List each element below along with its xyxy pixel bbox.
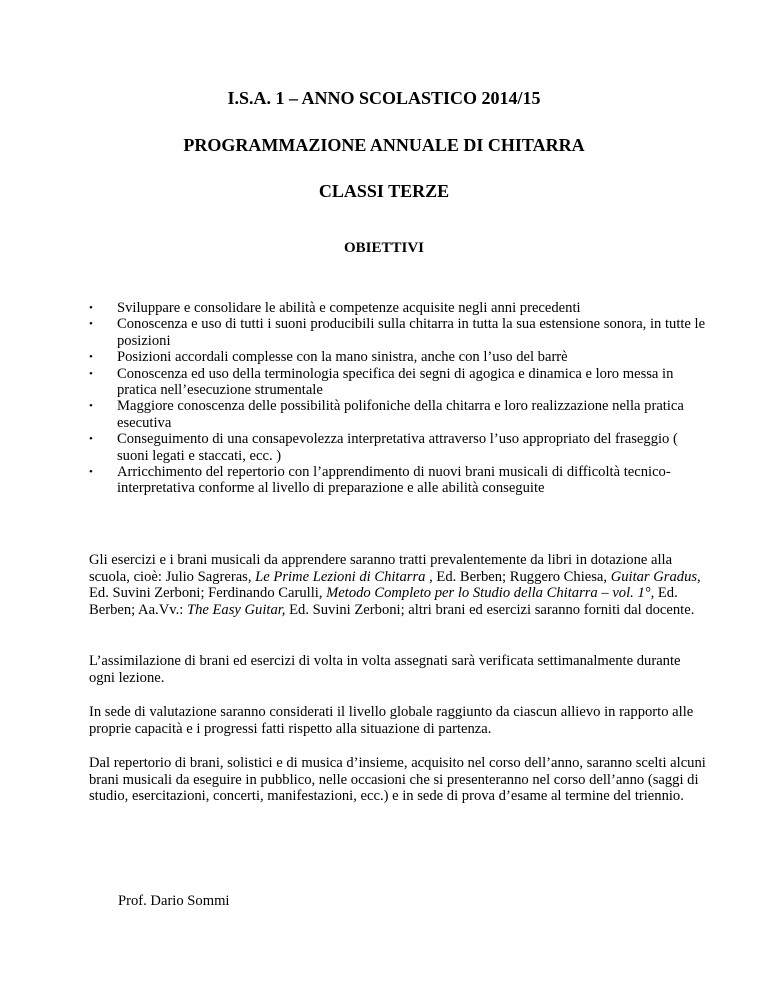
document-title-school-year: I.S.A. 1 – ANNO SCOLASTICO 2014/15	[227, 88, 541, 108]
document-title-program: PROGRAMMAZIONE ANNUALE DI CHITARRA	[183, 135, 585, 155]
objective-item	[89, 431, 709, 464]
objective-item	[89, 398, 709, 431]
section-title-objectives: OBIETTIVI	[343, 240, 425, 256]
paragraph-repertoire: Dal repertorio di brani, solistici e di musica d’insieme, acquisito nel corso dell’anno, saranno scelti alcuni brani musicali da eseguire in pubblico, nelle occasioni che si presenteranno nel corso dell’anno (saggi di studio, esercitazioni, concerti, manifestazioni, ecc.) e in sede di prova d’esame al termine del triennio.	[89, 755, 706, 805]
objective-text: Sviluppare e consolidare le abilità e competenze acquisite negli anni precedenti	[117, 300, 581, 316]
objective-item	[89, 300, 709, 316]
bullet-icon: •	[89, 367, 93, 380]
bullet-icon: •	[89, 433, 93, 446]
paragraph-textbooks	[89, 552, 709, 618]
objective-item	[89, 464, 709, 497]
objective-text: Conoscenza e uso di tutti i suoni producibili sulla chitarra in tutta la sua estensione sonora, in tutte le posizioni	[117, 316, 706, 349]
objective-text: Maggiore conoscenza delle possibilità polifoniche della chitarra e loro realizzazione nella pratica esecutiva	[117, 398, 684, 431]
objective-item	[89, 349, 709, 365]
paragraph-assessment-weekly: L’assimilazione di brani ed esercizi di volta in volta assegnati sarà verificata settimanalmente durante ogni lezione.	[89, 653, 681, 686]
objective-text: Conoscenza ed uso della terminologia specifica dei segni di agogica e dinamica e loro messa in pratica nell’esecuzione strumentale	[117, 365, 674, 399]
objective-text: Arricchimento del repertorio con l’apprendimento di nuovi brani musicali di difficoltà tecnico-interpretativa conforme al livello di preparazione e alle abilità conseguite	[117, 464, 671, 497]
bullet-icon: •	[89, 466, 93, 479]
objective-text: Conseguimento di una consapevolezza interpretativa attraverso l’uso appropriato del fraseggio ( suoni legati e staccati, ecc. )	[117, 431, 678, 464]
objective-text: Posizioni accordali complesse con la mano sinistra, anche con l’uso del barrè	[117, 349, 568, 366]
signature: Prof. Dario Sommi	[118, 893, 230, 909]
paragraph-text: Ed. Suvini Zerboni; altri brani ed esercizi saranno forniti dal docente.	[285, 601, 695, 618]
paragraph-text: Gli esercizi e i brani musicali da apprendere saranno tratti prevalentemente da libri in dotazione alla scuola, cioè: Julio Sagreras,	[89, 552, 673, 585]
book-title: Metodo Completo per lo Studio della Chitarra – vol. 1°,	[326, 585, 655, 602]
bullet-icon: •	[89, 318, 93, 331]
paragraph-text: Ed. Berben; Aa.Vv.:	[89, 585, 678, 618]
document-title-classes: CLASSI TERZE	[318, 181, 450, 201]
book-title: The Easy Guitar,	[186, 601, 286, 618]
objective-item	[89, 316, 709, 349]
bullet-icon: •	[89, 302, 93, 314]
book-title: Guitar Gradus,	[610, 568, 701, 585]
bullet-icon: •	[89, 351, 93, 364]
bullet-icon: •	[89, 400, 93, 413]
paragraph-text: , Ed. Berben; Ruggero Chiesa,	[425, 568, 611, 585]
book-title: Le Prime Lezioni di Chitarra	[255, 568, 426, 585]
objectives-list	[89, 300, 709, 497]
objective-item	[89, 366, 709, 399]
paragraph-evaluation: In sede di valutazione saranno considerati il livello globale raggiunto da ciascun allievo in rapporto alle proprie capacità e i progressi fatti rispetto alla situazione di partenza.	[89, 704, 694, 737]
paragraph-text: Ed. Suvini Zerboni; Ferdinando Carulli,	[89, 585, 327, 602]
